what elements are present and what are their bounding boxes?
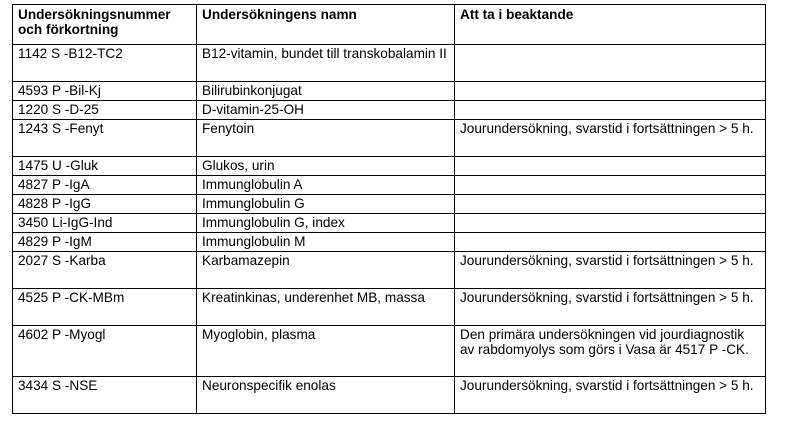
test-note: [455, 45, 766, 82]
header-name: Undersökningens namn: [197, 5, 455, 45]
test-name: Immunglobulin G: [197, 195, 455, 214]
table-row: [13, 214, 766, 233]
test-code: 1220 S -D-25: [13, 101, 197, 120]
test-name: Neuronspecifik enolas: [197, 377, 455, 414]
test-code: 1475 U -Gluk: [13, 157, 197, 176]
test-code: 4593 P -Bil-Kj: [13, 82, 197, 101]
table-row: [13, 377, 766, 414]
test-name: Glukos, urin: [197, 157, 455, 176]
header-note: Att ta i beaktande: [455, 5, 766, 45]
test-note: [455, 101, 766, 120]
test-note: [455, 233, 766, 252]
test-code: 4827 P -IgA: [13, 176, 197, 195]
table-row: [13, 157, 766, 176]
table-row: [13, 82, 766, 101]
test-code: 4829 P -IgM: [13, 233, 197, 252]
test-note: [455, 214, 766, 233]
table-row: [13, 176, 766, 195]
test-note: [455, 195, 766, 214]
test-name: Immunglobulin G, index: [197, 214, 455, 233]
test-note: Jourundersökning, svarstid i fortsättningen > 5 h.: [455, 252, 766, 289]
header-row: [13, 5, 766, 45]
test-name: D-vitamin-25-OH: [197, 101, 455, 120]
table-row: [13, 101, 766, 120]
table-row: [13, 289, 766, 326]
test-name: Kreatinkinas, underenhet MB, massa: [197, 289, 455, 326]
test-note: Jourundersökning, svarstid i fortsättningen > 5 h.: [455, 377, 766, 414]
test-code: 4828 P -IgG: [13, 195, 197, 214]
test-code: 4525 P -CK-MBm: [13, 289, 197, 326]
table-row: [13, 252, 766, 289]
test-code: 1142 S -B12-TC2: [13, 45, 197, 82]
test-note: [455, 82, 766, 101]
test-name: Bilirubinkonjugat: [197, 82, 455, 101]
test-name: Myoglobin, plasma: [197, 326, 455, 377]
table-row: [13, 195, 766, 214]
test-name: Karbamazepin: [197, 252, 455, 289]
test-code: 3450 Li-IgG-Ind: [13, 214, 197, 233]
table-row: [13, 233, 766, 252]
table-row: [13, 326, 766, 377]
test-name: Immunglobulin A: [197, 176, 455, 195]
lab-tests-table: [12, 4, 766, 414]
header-code: Undersökningsnummer och förkortning: [13, 5, 197, 45]
test-note: [455, 157, 766, 176]
table-row: [13, 120, 766, 157]
test-code: 2027 S -Karba: [13, 252, 197, 289]
test-note: [455, 176, 766, 195]
test-code: 3434 S -NSE: [13, 377, 197, 414]
table-row: [13, 45, 766, 82]
test-name: Fenytoin: [197, 120, 455, 157]
test-name: B12-vitamin, bundet till transkobalamin II: [197, 45, 455, 82]
test-note: Jourundersökning, svarstid i fortsättningen > 5 h.: [455, 120, 766, 157]
test-code: 4602 P -Myogl: [13, 326, 197, 377]
test-note: Den primära undersökningen vid jourdiagnostik av rabdomyolys som görs i Vasa är 4517 P -CK.: [455, 326, 766, 377]
test-code: 1243 S -Fenyt: [13, 120, 197, 157]
test-name: Immunglobulin M: [197, 233, 455, 252]
test-note: Jourundersökning, svarstid i fortsättningen > 5 h.: [455, 289, 766, 326]
